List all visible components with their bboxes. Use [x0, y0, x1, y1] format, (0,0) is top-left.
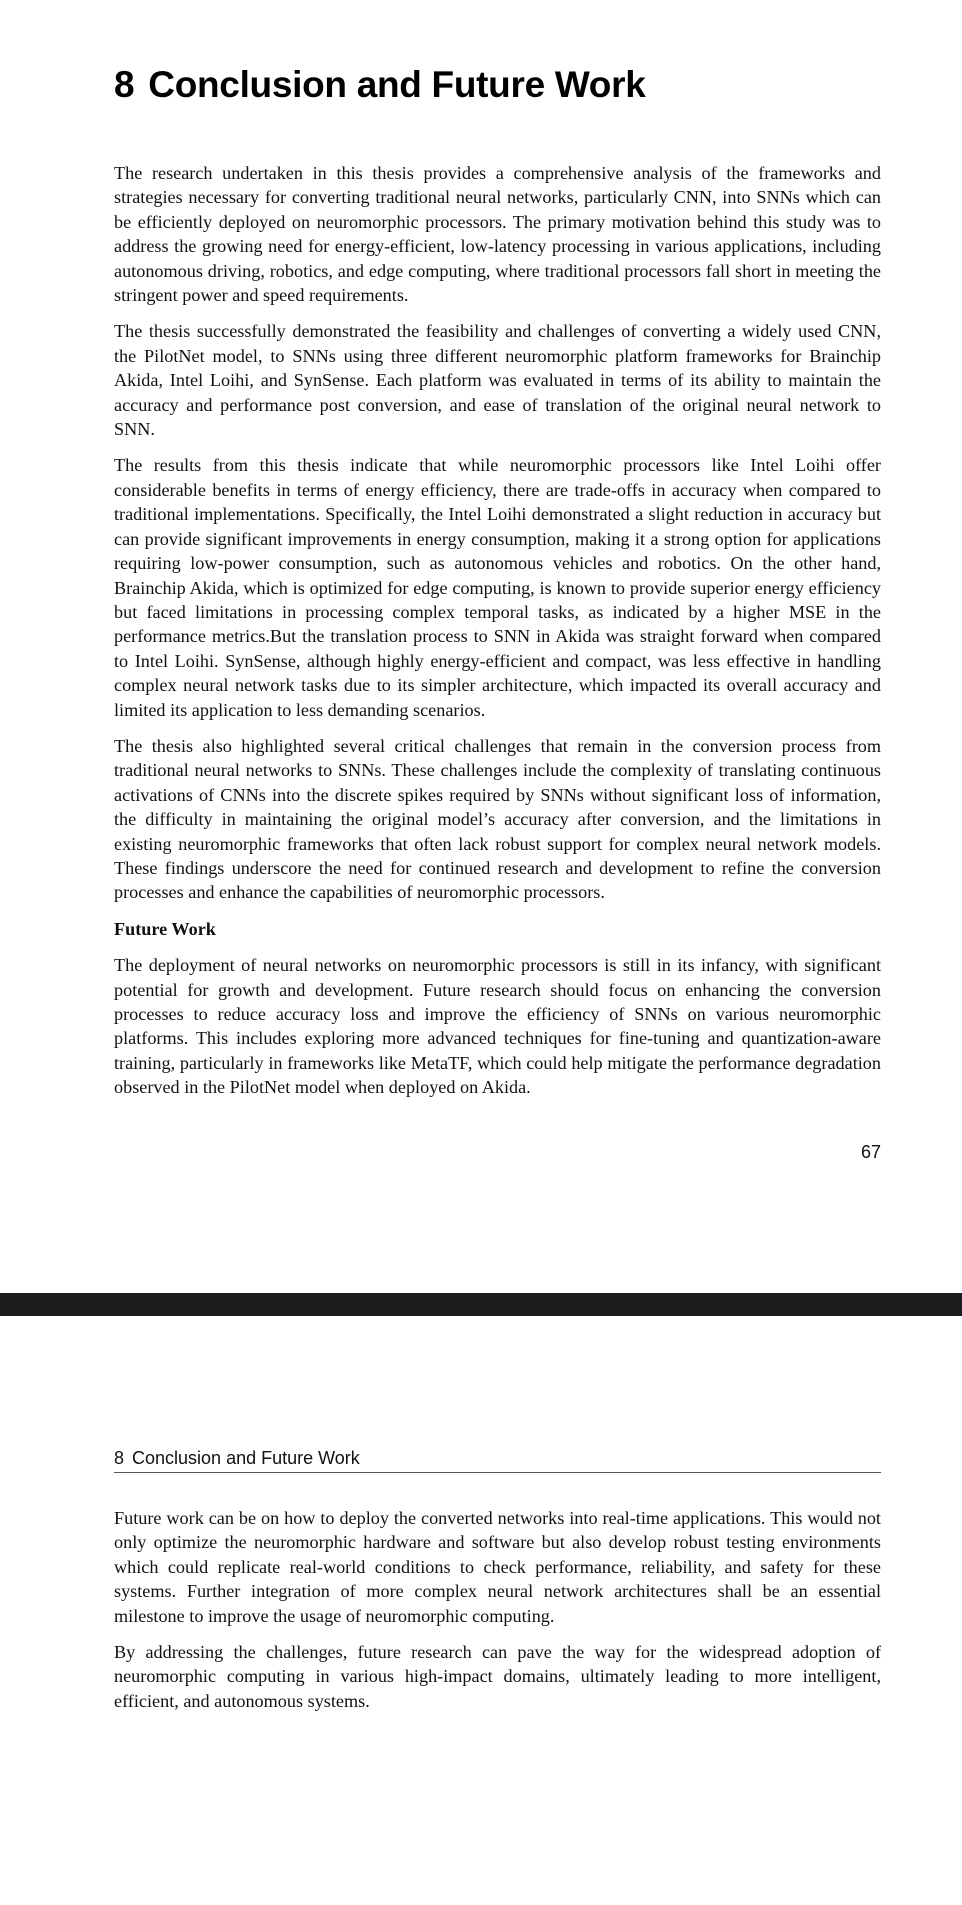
- paragraph: The research undertaken in this thesis provides a comprehensive analysis of the frameworks and strategies necessary for converting traditional neural networks, particularly CNN, into SNNs which can be efficiently deployed on neuromorphic processors. The primary motivation behind this study was to address the growing need for energy-efficient, low-latency processing in various applications, including autonomous driving, robotics, and edge computing, where traditional processors fall short in meeting the stringent power and speed requirements.: [114, 163, 881, 306]
- paragraph: The results from this thesis indicate that while neuromorphic processors like Intel Loihi offer considerable benefits in terms of energy efficiency, there are trade-offs in accuracy when compared to traditional implementations. Specifically, the Intel Loihi demonstrated a slight reduction in accuracy but can provide significant improvements in energy consumption, making it a strong option for applications requiring low-power consumption, such as autonomous vehicles and robotics. On the other hand, Brainchip Akida, which is optimized for edge computing, is known to provide superior energy efficiency but faced limitations in processing complex temporal tasks, as indicated by a higher MSE in the performance metrics.But the translation process to SNN in Akida was straight forward when compared to Intel Loihi. SynSense, although highly energy-efficient and compact, was less effective in handling complex neural network tasks due to its simpler architecture, which impacted its overall accuracy and limited its application to less demanding scenarios.: [114, 455, 881, 720]
- chapter-number: 8: [114, 64, 135, 105]
- page-number: 67: [860, 1142, 881, 1162]
- chapter-body: [114, 161, 881, 1112]
- chapter-title: [114, 64, 881, 106]
- page-separator: [0, 1293, 962, 1316]
- paragraph: The deployment of neural networks on neuromorphic processors is still in its infancy, with significant potential for growth and development. Future research should focus on enhancing the conversion processes to reduce accuracy loss and improve the efficiency of SNNs on various neuromorphic platforms. This includes exploring more advanced techniques for fine-tuning and quantization-aware training, particularly in frameworks like MetaTF, which could help mitigate the performance degradation observed in the PilotNet model when deployed on Akida.: [114, 955, 881, 1098]
- chapter-title-text: Conclusion and Future Work: [148, 64, 646, 105]
- paragraph: The thesis successfully demonstrated the feasibility and challenges of converting a widely used CNN, the PilotNet model, to SNNs using three different neuromorphic platform frameworks for Brainchip Akida, Intel Loihi, and SynSense. Each platform was evaluated in terms of its ability to maintain the accuracy and performance post conversion, and ease of translation of the original neural network to SNN.: [114, 321, 881, 440]
- paragraph: Future work can be on how to deploy the converted networks into real-time applications. This would not only optimize the neuromorphic hardware and software but also develop robust testing environments which could replicate real-world conditions to check performance, reliability, and safety for these systems. Further integration of more complex neural network architectures shall be an essential milestone to improve the usage of neuromorphic computing.: [114, 1508, 881, 1626]
- page2-body: [114, 1506, 881, 1725]
- subheading-future-work: Future Work: [114, 918, 216, 939]
- running-head-number: 8: [114, 1448, 125, 1468]
- page-68: [0, 1316, 962, 1905]
- paragraph: By addressing the challenges, future research can pave the way for the widespread adoption of neuromorphic computing in various high-impact domains, ultimately leading to more intelligent, efficient, and autonomous systems.: [114, 1642, 881, 1711]
- paragraph: The thesis also highlighted several critical challenges that remain in the conversion process from traditional neural networks to SNNs. These challenges include the complexity of translating continuous activations of CNNs into the discrete spikes required by SNNs without significant loss of information, the difficulty in maintaining the original model’s accuracy after conversion, and the limitations in existing neuromorphic frameworks that often lack robust support for complex neural network models. These findings underscore the need for continued research and development to refine the conversion processes and enhance the capabilities of neuromorphic processors.: [114, 735, 881, 903]
- running-header: [114, 1448, 881, 1473]
- running-head-title: Conclusion and Future Work: [132, 1448, 360, 1468]
